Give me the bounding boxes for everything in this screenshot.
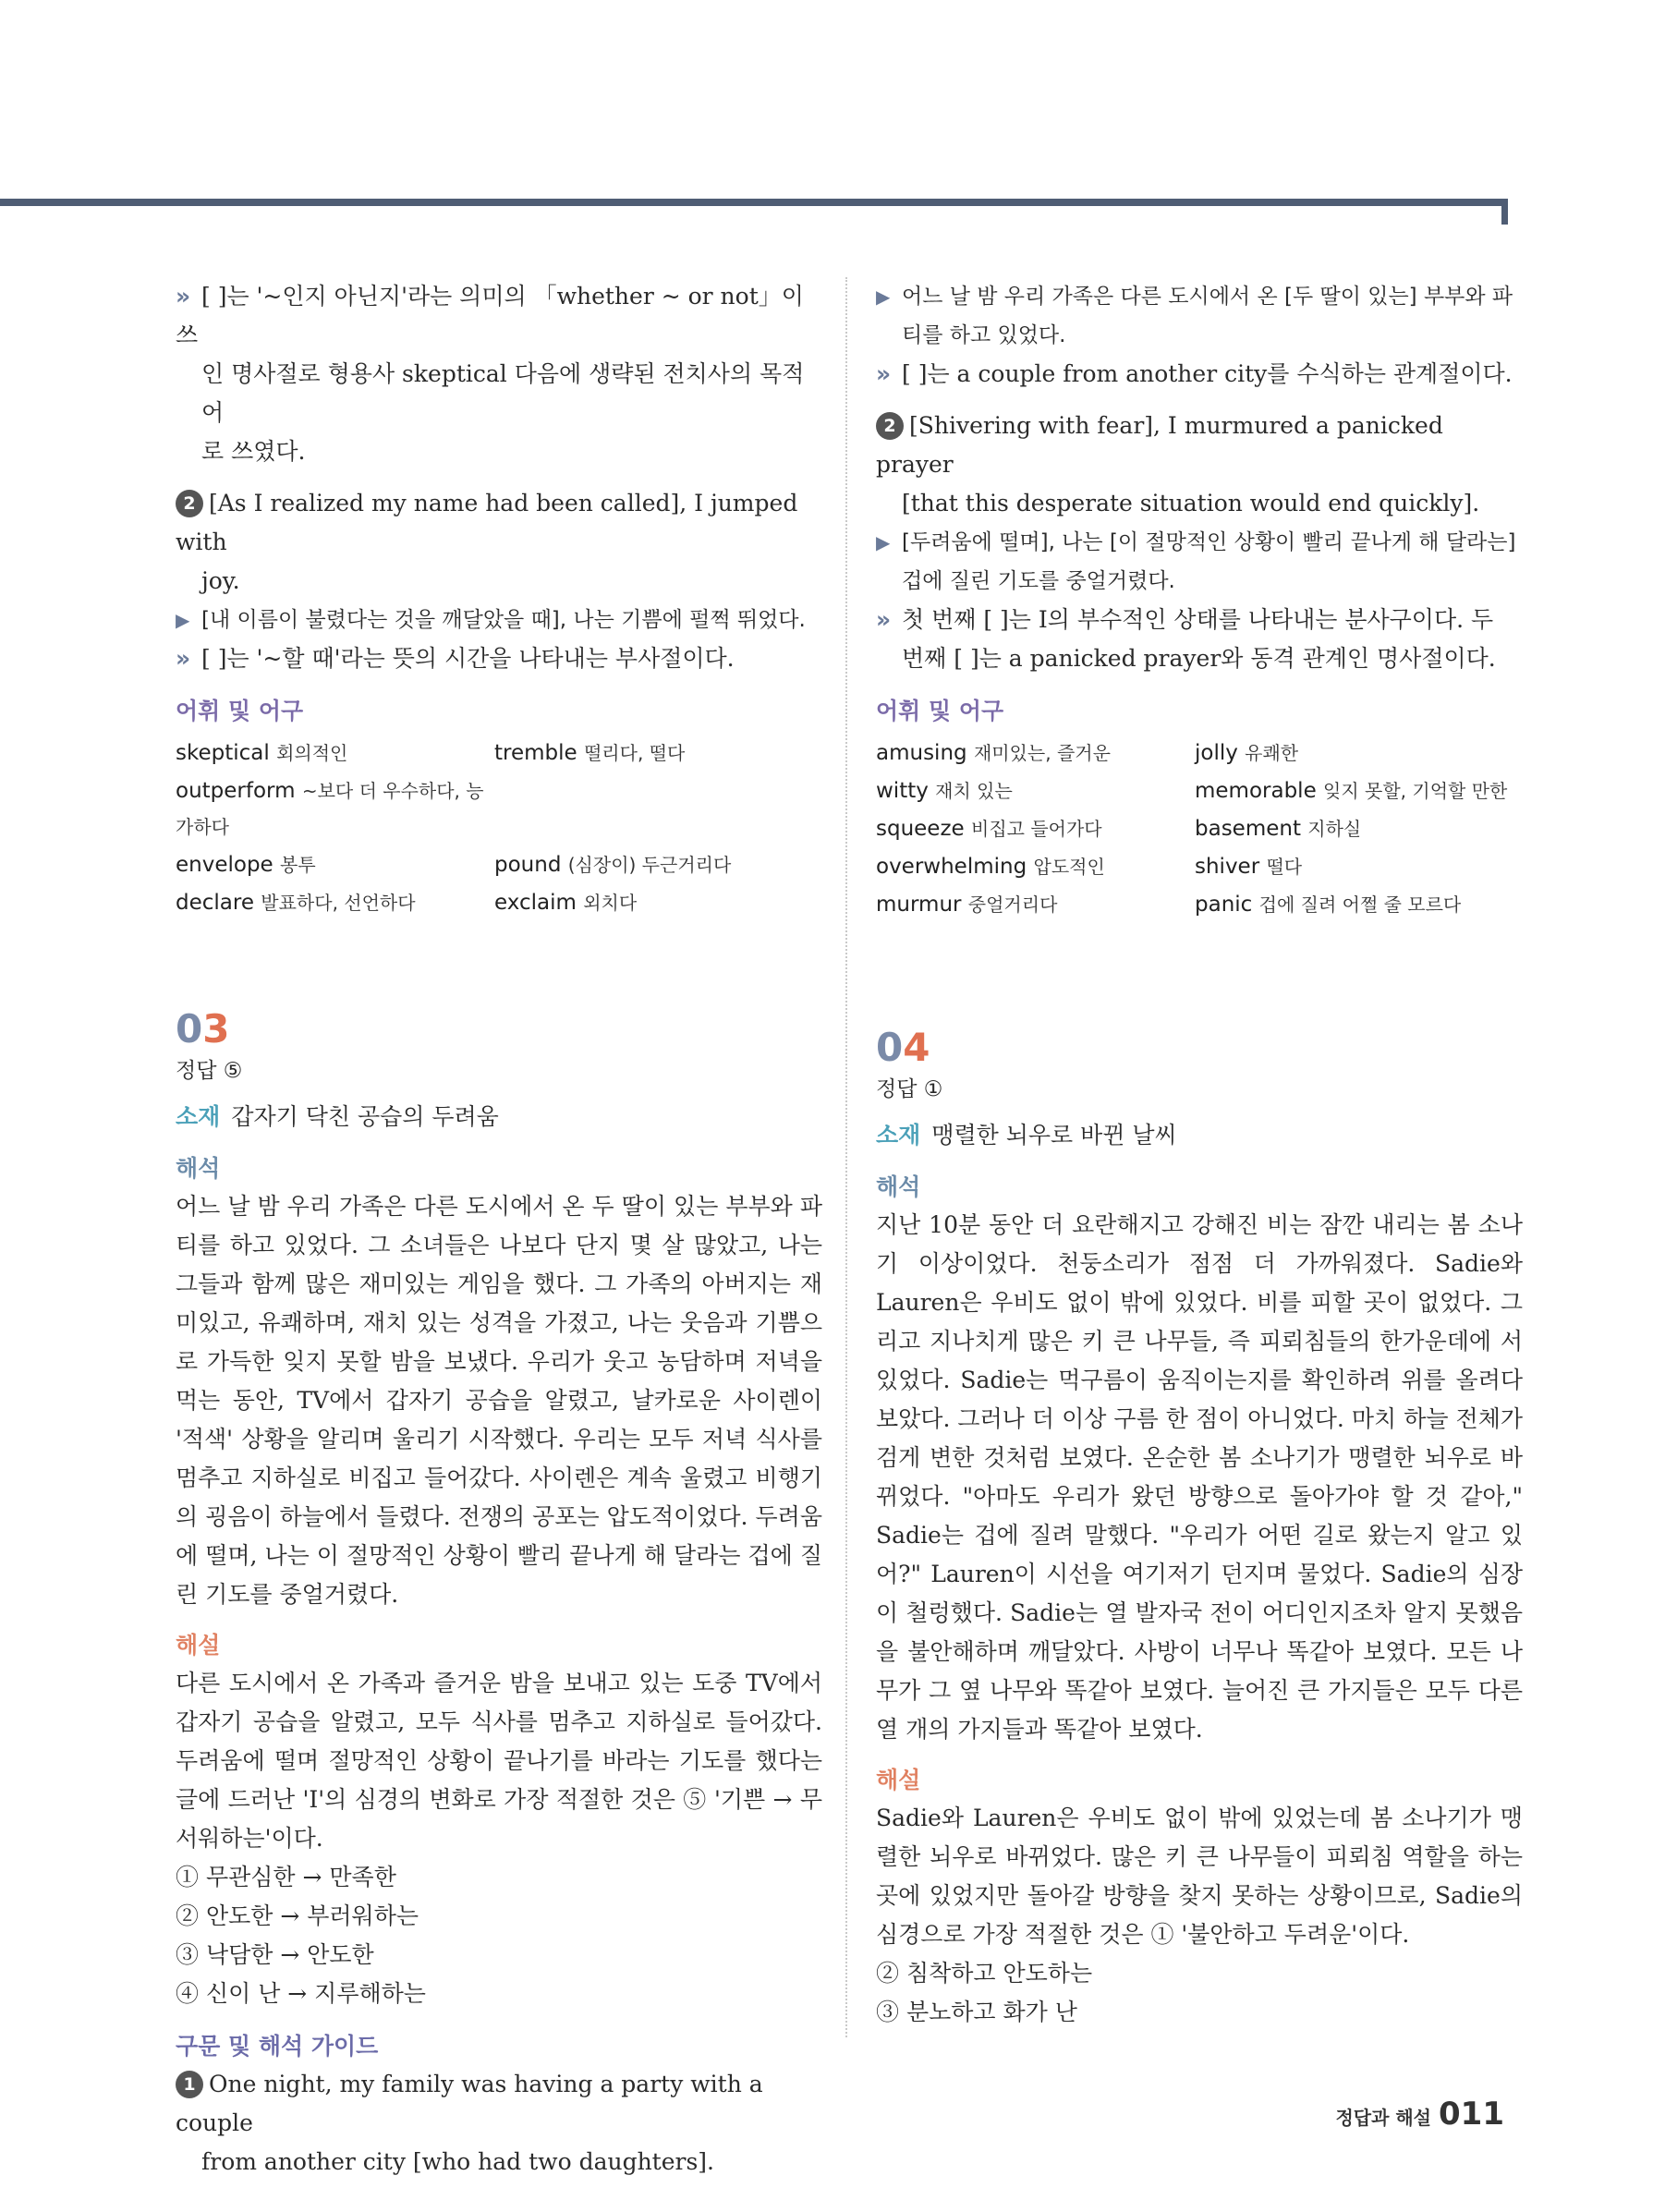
- vocab-item: envelope 봉투: [176, 853, 316, 877]
- question-number: 04: [876, 1025, 930, 1070]
- right-sentence-1: ▶ 어느 날 밤 우리 가족은 다른 도시에서 온 [두 딸이 있는] 부부와 파 티를 하고 있었다. » [ ]는 a couple from another city를 수식하는 관계절이다.: [876, 277, 1523, 394]
- explanation-text: 다른 도시에서 온 가족과 즐거운 밤을 보내고 있는 도중 TV에서 갑자기 공습을 알렸고, 모두 식사를 멈추고 지하실로 들어갔다. 두려움에 떨며 절망적인 상황이 끝나기를 바라는 기도를 했다는 글에 드러난 'I'의 심경의 변화로 가장 적절한 것은 ⑤ '기쁜 → 무서워하는'이다.: [176, 1670, 822, 1852]
- translation-text: 어느 날 밤 우리 가족은 다른 도시에서 온 두 딸이 있는 부부와 파티를 하고 있었다. 그 소녀들은 나보다 단지 몇 살 많았고, 나는 그들과 함께 많은 재미있는 게임을 했다. 그 가족의 아버지는 재미있고, 유쾌하며, 재치 있는 성격을 가졌고, 나는 웃음과 기쁨으로 가득한 잊지 못할 밤을 보냈다. 우리가 웃고 농담하며 저녁을 먹는 동안, TV에서 갑자기 공습을 알렸고, 날카로운 사이렌이 '적색' 상황을 알리며 울리기 시작했다. 우리는 모두 저녁 식사를 멈추고 지하실로 비집고 들어갔다. 사이렌은 계속 울렸고 비행기의 굉음이 하늘에서 들렸다. 전쟁의 공포는 압도적이었다. 두려움에 떨며, 나는 이 절망적인 상황이 빨리 끝나게 해 달라는 겁에 질린 기도를 중얼거렸다.: [176, 1193, 822, 1608]
- vocab-item: exclaim 외치다: [494, 891, 638, 915]
- option-item: ③ 분노하고 화가 난: [876, 1999, 1077, 2025]
- vocab-item: witty 재치 있는: [876, 779, 1013, 803]
- vocab-item: declare 발표하다, 선언하다: [176, 891, 416, 915]
- vocab-item: pound (심장이) 두근거리다: [494, 853, 732, 877]
- footer-title: 정답과 해설: [1335, 2107, 1432, 2129]
- left-column: » [ ]는 '~인지 아닌지'라는 의미의 「whether ~ or not」이 쓰 인 명사절로 형용사 skeptical 다음에 생략된 전치사의 목적어 로 쓰였다. 2 [As I realized my name had been called], I jumped with joy. ▶ [내 이름이 불렸다는 것을 깨달았을 때], 나는 기쁨에 펄쩍 뛰었다. » [ ]는 '~할 때'라는 뜻의 시간을 나타내는 부사절이다. 어휘 및 어구 skeptical 회의적인 tremble 떨리다, 떨다 outperform ~보다 더 우수하다, 능가하다 envelope 봉투 pound (심장이) 두근거리다 declare 발표하다, 선언하다 exclaim 외치다 03 정답 ⑤ 소재 갑자기 닥친 공습의 두려움 해석 어느 날 밤 우리 가족은 다른 도시에서 온 두 딸이 있는 부부와 파티를 하고 있었다. 그 소녀들은 나보다 단지 몇 살 많았고, 나는 그들과 함께 많은 재미있는 게임을 했다. 그 가족의 아버지는 재미있고, 유쾌하며, 재치 있는 성격을 가졌고, 나는 웃음과 기쁨으로 가득한 잊지 못할 밤을 보냈다. 우리가 웃고 농담하며 저녁을 먹는 동안, TV에서 갑자기 공습을 알렸고, 날카로운 사이렌이 '적색' 상황을 알리며 울리기 시작했다. 우리는 모두 저녁 식사를 멈추고 지하실로 비집고 들어갔다. 사이렌은 계속 울렸고 비행기의 굉음이 하늘에서 들렸다. 전쟁의 공포는 압도적이었다. 두려움에 떨며, 나는 이 절망적인 상황이 빨리 끝나게 해 달라는 겁에 질린 기도를 중얼거렸다. 해설 다른 도시에서 온 가족과 즐거운 밤을 보내고 있는 도중 TV에서 갑자기 공습을 알렸고, 모두 식사를 멈추고 지하실로 들어갔다. 두려움에 떨며 절망적인 상황이 끝나기를 바라는 기도를 했다는 글에 드러난 'I'의 심경의 변화로 가장 적절한 것은 ⑤ '기쁜 → 무서워하는'이다. ① 무관심한 → 만족한 ② 안도한 → 부러워하는 ③ 낙담한 → 안도한 ④ 신이 난 → 지루해하는 구문 및 해석 가이드 1 One night, my family was having a party with a couple from another city [who had two daughters].: [176, 277, 822, 2182]
- option-item: ③ 낙담한 → 안도한: [176, 1941, 374, 1968]
- answer-line: 정답 ⑤: [176, 1059, 243, 1083]
- option-item: ② 안도한 → 부러워하는: [176, 1902, 419, 1929]
- top-rule-tick: [1501, 199, 1508, 225]
- option-item: ② 침착하고 안도하는: [876, 1960, 1093, 1987]
- guide-heading: 구문 및 해석 가이드: [176, 2033, 379, 2060]
- double-arrow-icon: »: [876, 606, 892, 633]
- vocab-item: murmur 중얼거리다: [876, 893, 1058, 917]
- explanation-text: Sadie와 Lauren은 우비도 없이 밖에 있었는데 봄 소나기가 맹렬한 뇌우로 바뀌었다. 많은 키 큰 나무들이 피뢰침 역할을 하는 곳에 있었지만 돌아갈 방향을 찾지 못하는 상황이므로, Sadie의 심경으로 가장 적절한 것은 ① '불안하고 두려운'이다.: [876, 1805, 1523, 1948]
- vocab-item: panic 겁에 질려 어쩔 줄 모르다: [1195, 893, 1462, 917]
- vocab-item: shiver 떨다: [1195, 855, 1303, 879]
- top-rule: [0, 199, 1508, 206]
- page-number: 011: [1439, 2096, 1504, 2133]
- vocab-heading: 어휘 및 어구: [176, 698, 304, 724]
- vocab-item: memorable 잊지 못할, 기억할 만한: [1195, 779, 1508, 803]
- vocab-item: outperform ~보다 더 우수하다, 능가하다: [176, 779, 484, 838]
- option-item: ④ 신이 난 → 지루해하는: [176, 1980, 426, 2007]
- double-arrow-icon: »: [876, 360, 892, 387]
- vocab-item: amusing 재미있는, 즐거운: [876, 741, 1111, 765]
- vocab-item: basement 지하실: [1195, 817, 1362, 841]
- double-arrow-icon: »: [176, 283, 191, 310]
- right-sentence-2: 2 [Shivering with fear], I murmured a panicked prayer [that this desperate situation would end quickly]. ▶ [두려움에 떨며], 나는 [이 절망적인 상황이 빨리 끝나게 해 달라는] 겁에 질린 기도를 중얼거렸다. » 첫 번째 [ ]는 I의 부수적인 상태를 나타내는 분사구이다. 두 번째 [ ]는 a panicked prayer와 동격 관계인 명사절이다.: [876, 412, 1516, 672]
- vocab-list: [176, 735, 822, 921]
- vocab-item: skeptical 회의적인: [176, 741, 348, 765]
- question-number: 03: [176, 1006, 230, 1051]
- sentence-number-badge: 2: [176, 490, 203, 517]
- vocab-item: jolly 유쾌한: [1195, 741, 1299, 765]
- topic-line: 소재 갑자기 닥친 공습의 두려움: [176, 1103, 499, 1130]
- vocab-item: overwhelming 압도적인: [876, 855, 1105, 879]
- translation-text: 지난 10분 동안 더 요란해지고 강해진 비는 잠깐 내리는 봄 소나기 이상이었다. 천둥소리가 점점 더 가까워졌다. Sadie와 Lauren은 우비도 없이 밖에 있었다. 비를 피할 곳이 없었다. 그리고 지나치게 많은 키 큰 나무들, 즉 피뢰침들의 한가운데에 서 있었다. Sadie는 먹구름이 움직이는지를 확인하려 위를 올려다보았다. 그러나 더 이상 구름 한 점이 아니었다. 마치 하늘 전체가 검게 변한 것처럼 보였다. 온순한 봄 소나기가 맹렬한 뇌우로 바뀌었다. "아마도 우리가 왔던 방향으로 돌아가야 할 것 같아," Sadie는 겁에 질려 말했다. "우리가 어떤 길로 왔는지 알고 있어?" Lauren이 시선을 여기저기 던지며 물었다. Sadie의 심장이 철렁했다. Sadie는 열 발자국 전이 어디인지조차 알지 못했음을 불안해하며 깨달았다. 사방이 너무나 똑같아 보였다. 모든 나무가 그 옆 나무와 똑같아 보였다. 늘어진 큰 가지들은 모두 다른 열 개의 가지들과 똑같아 보였다.: [876, 1211, 1523, 1743]
- topic-line: 소재 맹렬한 뇌우로 바뀐 날씨: [876, 1122, 1177, 1149]
- explanation-heading: 해설: [176, 1632, 221, 1659]
- option-item: ① 무관심한 → 만족한: [176, 1864, 396, 1890]
- answer-line: 정답 ①: [876, 1077, 943, 1101]
- right-column: [876, 277, 1523, 2032]
- page-footer: [1335, 2096, 1504, 2133]
- double-arrow-icon: »: [176, 645, 191, 672]
- vocab-item: [494, 773, 822, 845]
- triangle-icon: ▶: [176, 609, 190, 631]
- left-sentence-2: 2 [As I realized my name had been called], I jumped with joy. ▶ [내 이름이 불렸다는 것을 깨달았을 때], 나는 기쁨에 펄쩍 뛰었다. » [ ]는 '~할 때'라는 뜻의 시간을 나타내는 부사절이다.: [176, 484, 822, 678]
- vocab-item: squeeze 비집고 들어가다: [876, 817, 1102, 841]
- triangle-icon: ▶: [876, 286, 891, 308]
- triangle-icon: ▶: [876, 531, 891, 553]
- left-note-whether: » [ ]는 '~인지 아닌지'라는 의미의 「whether ~ or not」이 쓰 인 명사절로 형용사 skeptical 다음에 생략된 전치사의 목적어 로 쓰였다.: [176, 277, 822, 471]
- translation-heading: 해석: [876, 1173, 921, 1200]
- column-divider: [845, 277, 847, 2037]
- vocab-item: tremble 떨리다, 떨다: [494, 741, 686, 765]
- translation-heading: 해석: [176, 1155, 221, 1182]
- sentence-number-badge: 2: [876, 412, 904, 440]
- explanation-heading: 해설: [876, 1767, 921, 1793]
- vocab-list: [876, 735, 1523, 923]
- vocab-heading: 어휘 및 어구: [876, 698, 1004, 724]
- sentence-number-badge: 1: [176, 2071, 203, 2098]
